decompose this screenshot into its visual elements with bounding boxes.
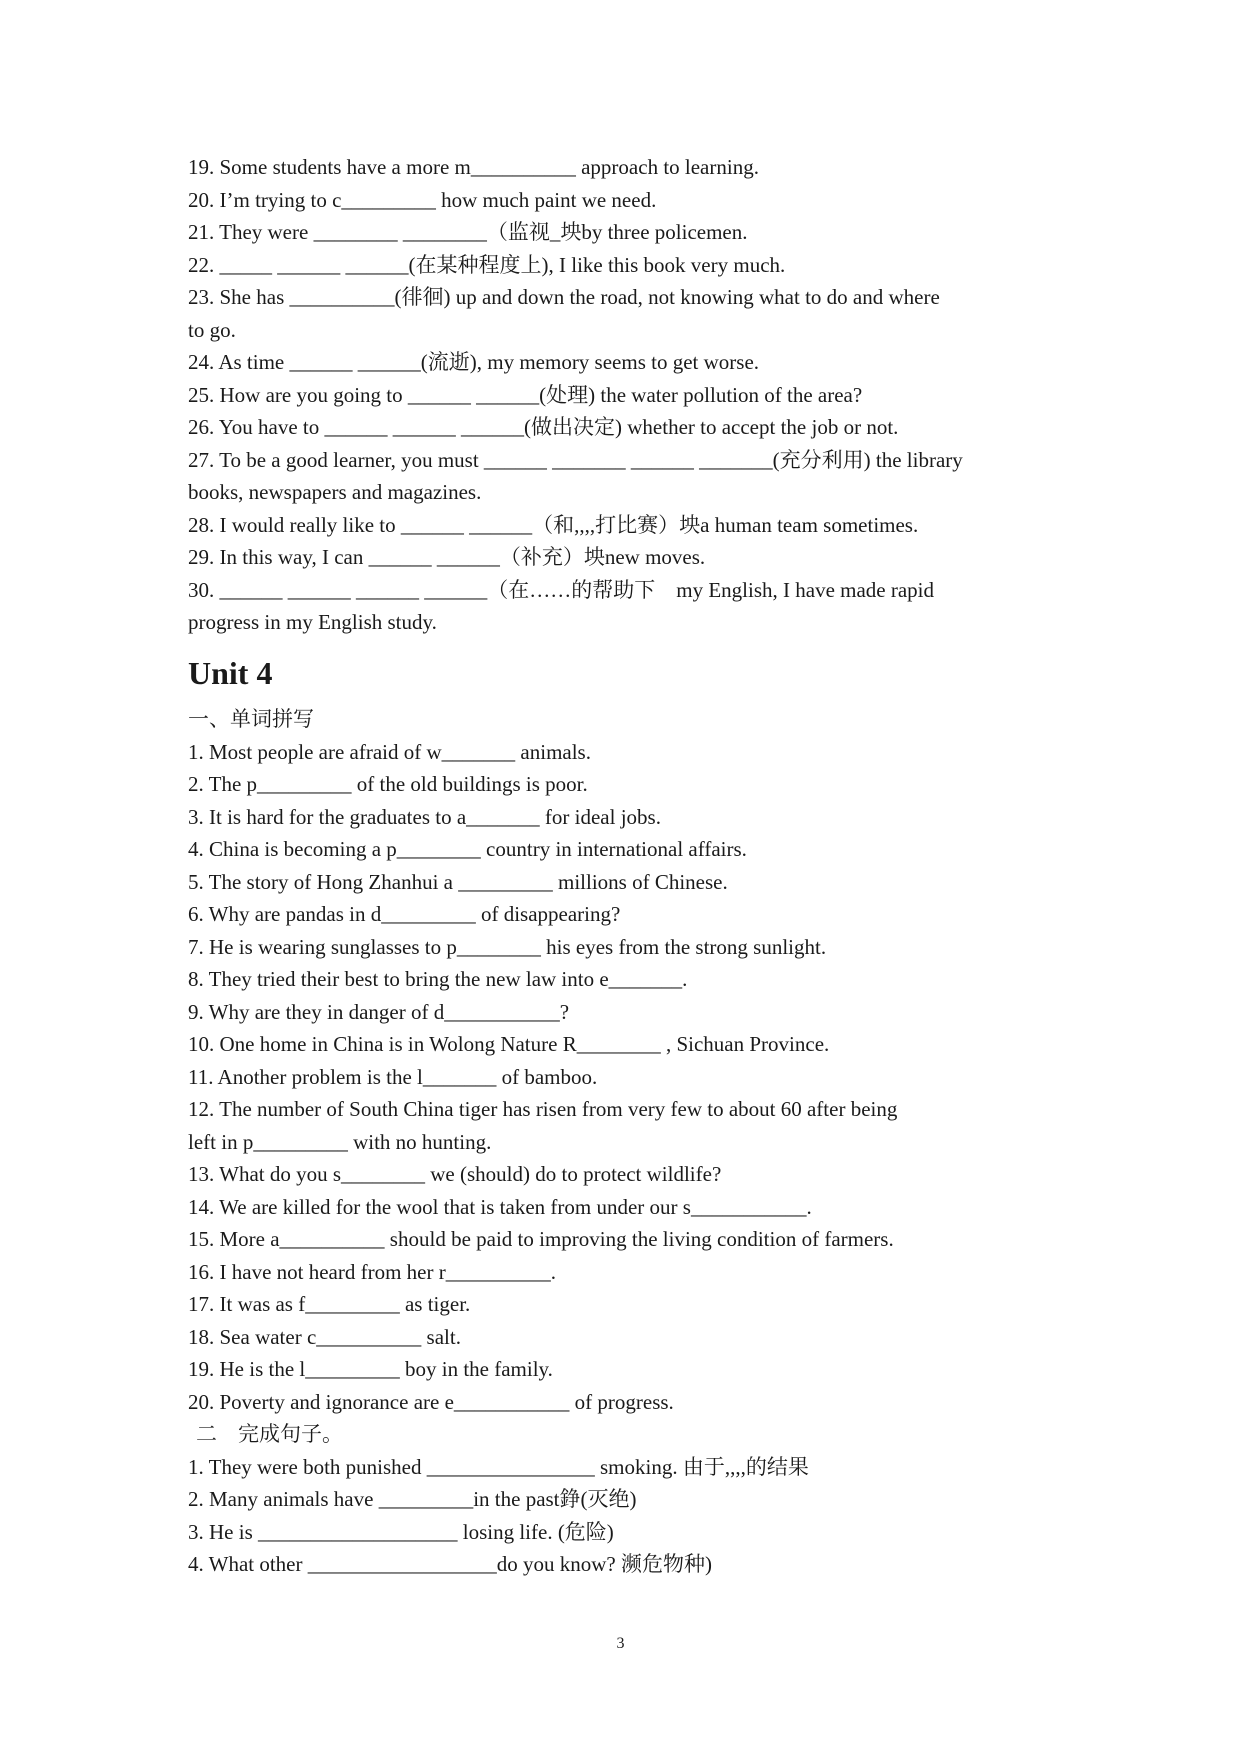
exercise-line: 20. Poverty and ignorance are e___________ of progress. — [188, 1390, 674, 1414]
unit-heading: Unit 4 — [188, 655, 273, 691]
exercise-line-continuation: to go. — [188, 318, 236, 342]
exercise-line: 30. ______ ______ ______ ______（在……的帮助下 my English, I have made rapid — [188, 578, 935, 602]
exercise-line-continuation: books, newspapers and magazines. — [188, 480, 482, 504]
exercise-line-continuation: progress in my English study. — [188, 610, 437, 634]
exercise-line: 26. You have to ______ ______ ______(做出决定) whether to accept the job or not. — [188, 415, 899, 439]
exercise-line: 4. What other __________________do you know? 濒危物种) — [188, 1552, 712, 1576]
exercise-line: 1. Most people are afraid of w_______ animals. — [188, 740, 591, 764]
exercise-line: 29. In this way, I can ______ ______（补充）坱new moves. — [188, 545, 706, 569]
exercise-line: 13. What do you s________ we (should) do to protect wildlife? — [188, 1162, 722, 1186]
exercise-line: 1. They were both punished ________________ smoking. 由于,,,,的结果 — [188, 1455, 809, 1479]
exercise-line-continuation: left in p_________ with no hunting. — [188, 1130, 492, 1154]
exercise-line: 27. To be a good learner, you must ______ _______ ______ _______(充分利用) the library — [188, 448, 963, 472]
exercise-line: 9. Why are they in danger of d___________? — [188, 1000, 570, 1024]
exercise-line: 19. He is the l_________ boy in the family. — [188, 1357, 553, 1381]
section-title-sentences: 二 完成句子。 — [196, 1422, 343, 1446]
exercise-line: 21. They were ________ ________（监视_坱by three policemen. — [188, 220, 748, 244]
exercise-line: 19. Some students have a more m__________ approach to learning. — [188, 155, 759, 179]
exercise-line: 2. Many animals have _________in the past錚(灭绝) — [188, 1487, 637, 1511]
exercise-line: 2. The p_________ of the old buildings is poor. — [188, 772, 588, 796]
exercise-line: 14. We are killed for the wool that is taken from under our s___________. — [188, 1195, 812, 1219]
exercise-line: 22. _____ ______ ______(在某种程度上), I like this book very much. — [188, 253, 786, 277]
exercise-line: 4. China is becoming a p________ country in international affairs. — [188, 837, 747, 861]
exercise-line: 17. It was as f_________ as tiger. — [188, 1292, 471, 1316]
exercise-line: 5. The story of Hong Zhanhui a _________ millions of Chinese. — [188, 870, 728, 894]
exercise-line: 3. He is ___________________ losing life. (危险) — [188, 1520, 614, 1544]
exercise-line: 16. I have not heard from her r__________. — [188, 1260, 556, 1284]
exercise-line: 18. Sea water c__________ salt. — [188, 1325, 461, 1349]
exercise-line: 3. It is hard for the graduates to a_______ for ideal jobs. — [188, 805, 661, 829]
exercise-line: 28. I would really like to ______ ______（和,,,,打比赛）坱a human team sometimes. — [188, 513, 919, 537]
exercise-line: 6. Why are pandas in d_________ of disappearing? — [188, 902, 621, 926]
exercise-line: 25. How are you going to ______ ______(处理) the water pollution of the area? — [188, 383, 863, 407]
exercise-line: 23. She has __________(徘徊) up and down the road, not knowing what to do and where — [188, 285, 940, 309]
exercise-line: 10. One home in China is in Wolong Nature R________ , Sichuan Province. — [188, 1032, 830, 1056]
exercise-line: 20. I’m trying to c_________ how much paint we need. — [188, 188, 657, 212]
exercise-line: 11. Another problem is the l_______ of bamboo. — [188, 1065, 598, 1089]
exercise-line: 12. The number of South China tiger has risen from very few to about 60 after being — [188, 1097, 898, 1121]
page-number: 3 — [616, 1635, 625, 1652]
exercise-line: 7. He is wearing sunglasses to p________ his eyes from the strong sunlight. — [188, 935, 827, 959]
section-title-spelling: 一、单词拼写 — [188, 707, 314, 731]
exercise-line: 8. They tried their best to bring the new law into e_______. — [188, 967, 688, 991]
exercise-line: 15. More a__________ should be paid to improving the living condition of farmers. — [188, 1227, 894, 1251]
exercise-line: 24. As time ______ ______(流逝), my memory seems to get worse. — [188, 350, 760, 374]
